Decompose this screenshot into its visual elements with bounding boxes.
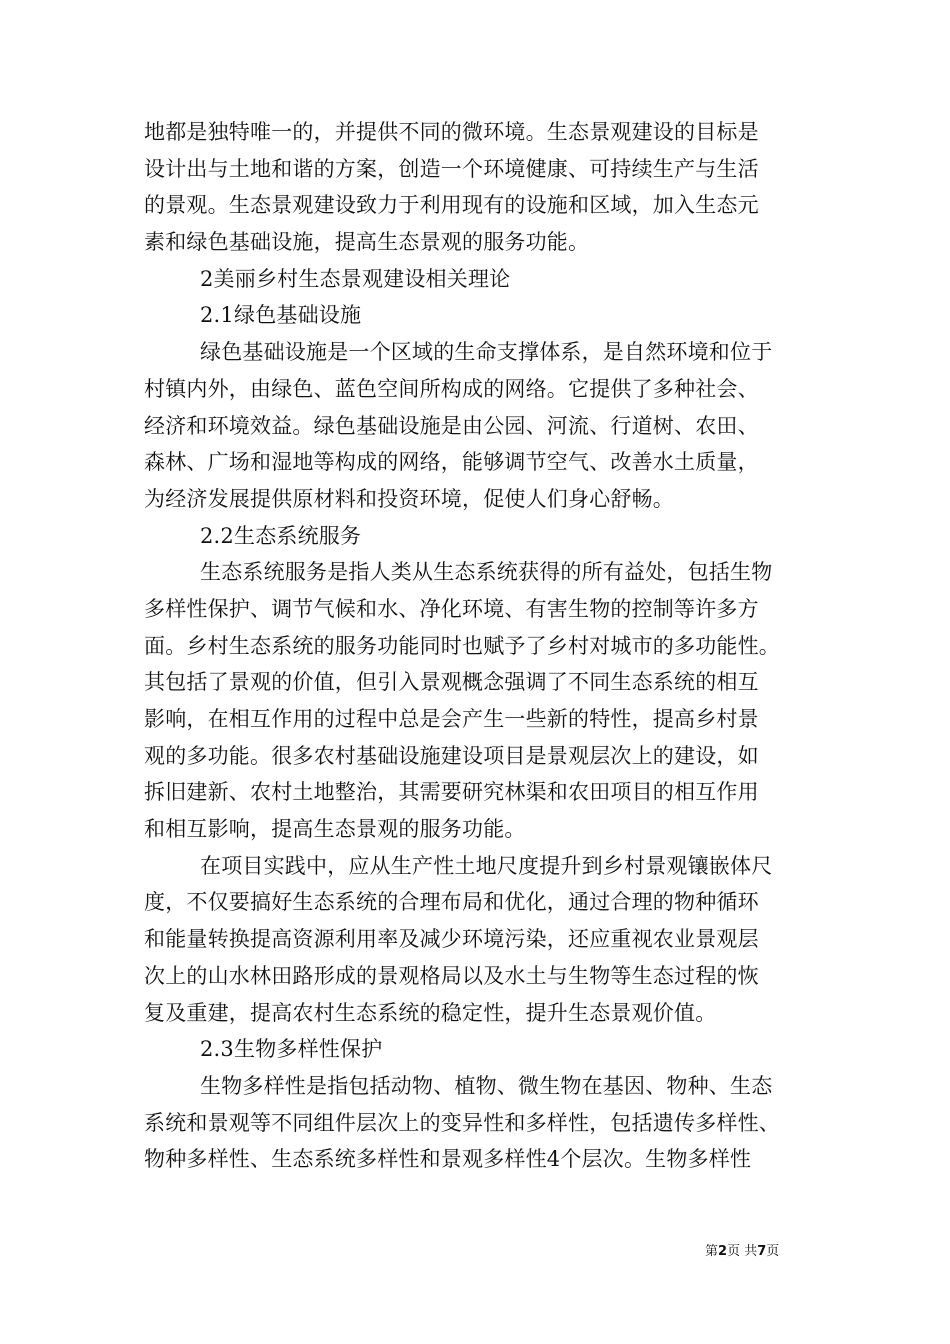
- section-heading: 2美丽乡村生态景观建设相关理论: [200, 266, 511, 291]
- paragraph-line: 经济和环境效益。绿色基础设施是由公园、河流、行道树、农田、: [144, 413, 759, 438]
- paragraph-line: 的景观。生态景观建设致力于利用现有的设施和区域，加入生态元: [144, 193, 759, 218]
- footer-suffix: 页: [766, 1244, 780, 1259]
- paragraph-line: 和能量转换提高资源利用率及减少环境污染，还应重视农业景观层: [144, 927, 759, 952]
- paragraph-line: 素和绿色基础设施，提高生态景观的服务功能。: [144, 230, 590, 255]
- paragraph-line: 其包括了景观的价值，但引入景观概念强调了不同生态系统的相互: [144, 670, 759, 695]
- paragraph-line: 拆旧建新、农村土地整治，其需要研究林渠和农田项目的相互作用: [144, 780, 759, 805]
- paragraph-line: 次上的山水林田路形成的景观格局以及水土与生物等生态过程的恢: [144, 963, 759, 988]
- paragraph-line: 复及重建，提高农村生态系统的稳定性，提升生态景观价值。: [144, 1000, 717, 1025]
- total-page-count: 7: [757, 1244, 767, 1259]
- paragraph-line: 为经济发展提供原材料和投资环境，促使人们身心舒畅。: [144, 486, 674, 511]
- subsection-heading: 2.2生态系统服务: [200, 523, 362, 548]
- paragraph-line: 在项目实践中，应从生产性土地尺度提升到乡村景观镶嵌体尺: [200, 853, 773, 878]
- paragraph-line: 绿色基础设施是一个区域的生命支撑体系，是自然环境和位于: [200, 340, 773, 365]
- paragraph-line: 设计出与土地和谐的方案，创造一个环境健康、可持续生产与生活: [144, 156, 759, 181]
- footer-middle: 页 共: [727, 1244, 758, 1259]
- current-page-number: 2: [718, 1244, 728, 1259]
- paragraph-line: 和相互影响，提高生态景观的服务功能。: [144, 817, 526, 842]
- document-body: [144, 114, 808, 1178]
- paragraph-line: 村镇内外，由绿色、蓝色空间所构成的网络。它提供了多种社会、: [144, 376, 759, 401]
- subsection-heading: 2.3生物多样性保护: [200, 1037, 383, 1062]
- paragraph-line: 面。乡村生态系统的服务功能同时也赋予了乡村对城市的多功能性。: [144, 633, 780, 658]
- footer-prefix: 第: [705, 1244, 719, 1259]
- paragraph-line: 地都是独特唯一的，并提供不同的微环境。生态景观建设的目标是: [144, 120, 759, 144]
- paragraph-line: 度，不仅要搞好生态系统的合理布局和优化，通过合理的物种循环: [144, 890, 759, 915]
- paragraph-line: 生态系统服务是指人类从生态系统获得的所有益处，包括生物: [200, 560, 773, 585]
- paragraph-line: 多样性保护、调节气候和水、净化环境、有害生物的控制等许多方: [144, 596, 759, 621]
- paragraph-line: 系统和景观等不同组件层次上的变异性和多样性，包括遗传多样性、: [144, 1110, 780, 1135]
- subsection-heading: 2.1绿色基础设施: [200, 303, 362, 328]
- paragraph-line: 生物多样性是指包括动物、植物、微生物在基因、物种、生态: [200, 1073, 773, 1098]
- paragraph-line: 影响，在相互作用的过程中总是会产生一些新的特性，提高乡村景: [144, 707, 759, 731]
- paragraph-line: 物种多样性、生态系统多样性和景观多样性4个层次。生物多样性: [144, 1147, 752, 1172]
- page-number-footer: [705, 1244, 779, 1260]
- paragraph-line: 森林、广场和湿地等构成的网络，能够调节空气、改善水土质量，: [144, 450, 759, 475]
- paragraph-line: 观的多功能。很多农村基础设施建设项目是景观层次上的建设，如: [144, 743, 759, 768]
